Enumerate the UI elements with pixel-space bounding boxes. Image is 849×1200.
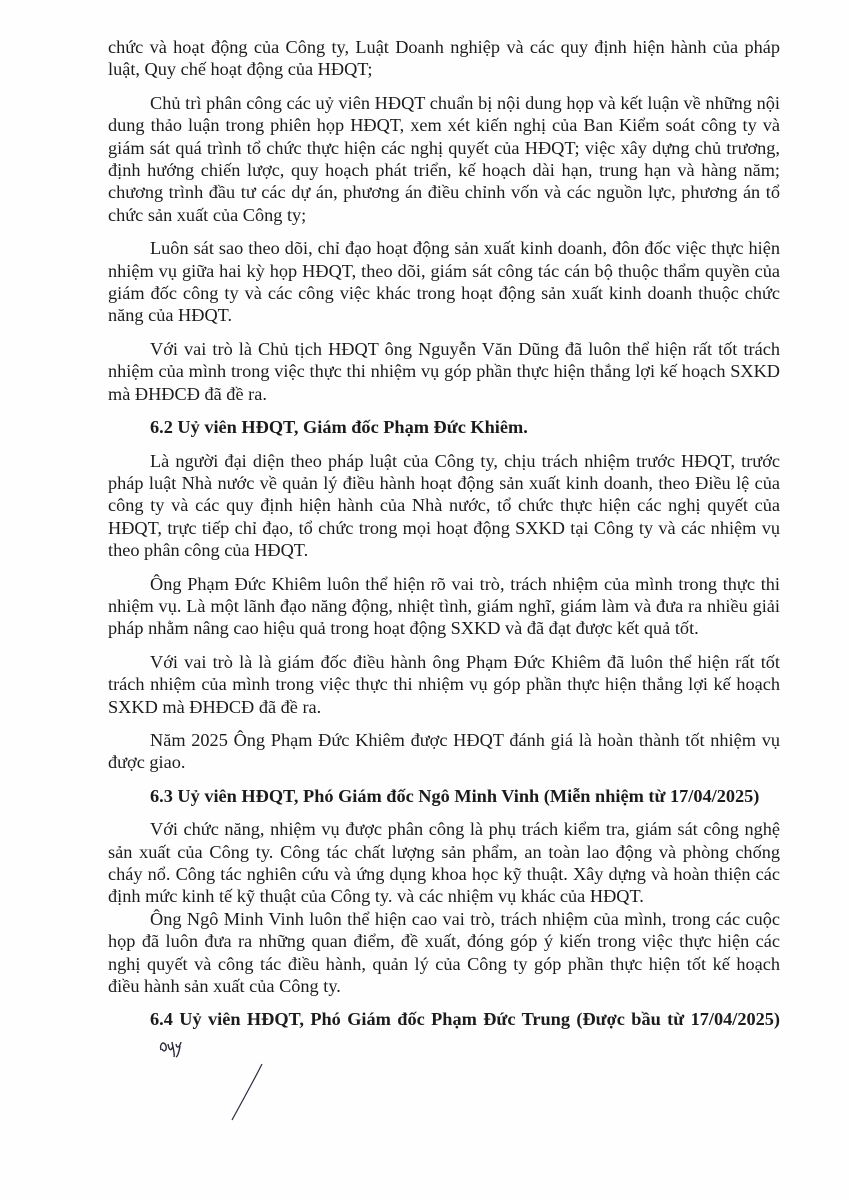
heading-text: 6.4 Uỷ viên HĐQT, Phó Giám đốc Phạm Đức Trung (Được bầu từ 17/04/2025)	[150, 1009, 780, 1030]
paragraph: chức và hoạt động của Công ty, Luật Doanh nghiệp và các quy định hiện hành của pháp luật, Quy chế hoạt động của HĐQT;	[108, 37, 780, 80]
paragraph: Với vai trò là là giám đốc điều hành ông Phạm Đức Khiêm đã luôn thể hiện rất tốt trách nhiệm của mình trong việc thực thi nhiệm vụ góp phần thực hiện thắng lợi kế hoạch SXKD mà ĐHĐCĐ đã đề ra.	[108, 651, 780, 717]
section-heading-6-3: 6.3 Uỷ viên HĐQT, Phó Giám đốc Ngô Minh Vinh (Miễn nhiệm từ 17/04/2025)	[150, 785, 760, 806]
paragraph: Chủ trì phân công các uỷ viên HĐQT chuẩn bị nội dung họp và kết luận về những nội dung thảo luận trong phiên họp HĐQT, xem xét kiến nghị của Ban Kiểm soát công ty và giám sát quá trình tổ chức thực hiện các nghị quyết của HĐQT; việc xây dựng chủ trương, định hướng chiến lược, quy hoạch phát triển, kế hoạch dài hạn, trung hạn và hàng năm; chương trình đầu tư các dự án, phương án điều chỉnh vốn và các nguồn lực, phương án tổ chức sản xuất của Công ty;	[108, 92, 780, 225]
paragraph: Luôn sát sao theo dõi, chỉ đạo hoạt động sản xuất kinh doanh, đôn đốc việc thực hiện nhiệm vụ giữa hai kỳ họp HĐQT, theo dõi, giám sát công tác cán bộ thuộc thẩm quyền của giám đốc công ty và các công việc khác trong hoạt động sản xuất kinh doanh thuộc chức năng của HĐQT.	[108, 238, 780, 326]
initials-signature-icon	[116, 1032, 188, 1063]
paragraph: Năm 2025 Ông Phạm Đức Khiêm được HĐQT đánh giá là hoàn thành tốt nhiệm vụ được giao.	[108, 729, 780, 773]
signature-stroke-icon	[226, 1062, 266, 1122]
document-page	[108, 36, 780, 1063]
section-heading-6-2: 6.2 Uỷ viên HĐQT, Giám đốc Phạm Đức Khiêm.	[150, 417, 528, 438]
paragraph: Với chức năng, nhiệm vụ được phân công là phụ trách kiểm tra, giám sát công nghệ sản xuất của Công ty. Công tác chất lượng sản phẩm, an toàn lao động và phòng chống cháy nổ. Công tác nghiên cứu và ứng dụng khoa học kỹ thuật. Xây dựng và hoàn thiện các định mức kinh tế kỹ thuật của Công ty. và các nhiệm vụ khác của HĐQT.	[108, 819, 780, 907]
paragraph: Với vai trò là Chủ tịch HĐQT ông Nguyễn Văn Dũng đã luôn thể hiện rất tốt trách nhiệm của mình trong việc thực thi nhiệm vụ góp phần thực hiện thắng lợi kế hoạch SXKD mà ĐHĐCĐ đã đề ra.	[108, 338, 780, 404]
paragraph: Ông Ngô Minh Vinh luôn thể hiện cao vai trò, trách nhiệm của mình, trong các cuộc họp đã luôn đưa ra những quan điểm, đề xuất, đóng góp ý kiến trong việc thực hiện các nghị quyết và công tác điều hành, quản lý của Công ty góp phần thực hiện tốt kế hoạch điều hành sản xuất của Công ty.	[108, 908, 780, 997]
section-heading-6-4	[108, 1008, 780, 1063]
paragraph: Ông Phạm Đức Khiêm luôn thể hiện rõ vai trò, trách nhiệm của mình trong thực thi nhiệm vụ. Là một lãnh đạo năng động, nhiệt tình, giám nghĩ, giám làm và đưa ra nhiều giải pháp nhằm nâng cao hiệu quả trong hoạt động SXKD và đã đạt được kết quả tốt.	[108, 573, 780, 639]
paragraph: Là người đại diện theo pháp luật của Công ty, chịu trách nhiệm trước HĐQT, trước pháp luật Nhà nước về quản lý điều hành hoạt động sản xuất kinh doanh, theo Điều lệ của công ty và các quy định hiện hành của Nhà nước, tổ chức thực hiện các nghị quyết của HĐQT, trực tiếp chỉ đạo, tổ chức trong mọi hoạt động SXKD tại Công ty và các nhiệm vụ theo phân công của HĐQT.	[108, 450, 780, 561]
